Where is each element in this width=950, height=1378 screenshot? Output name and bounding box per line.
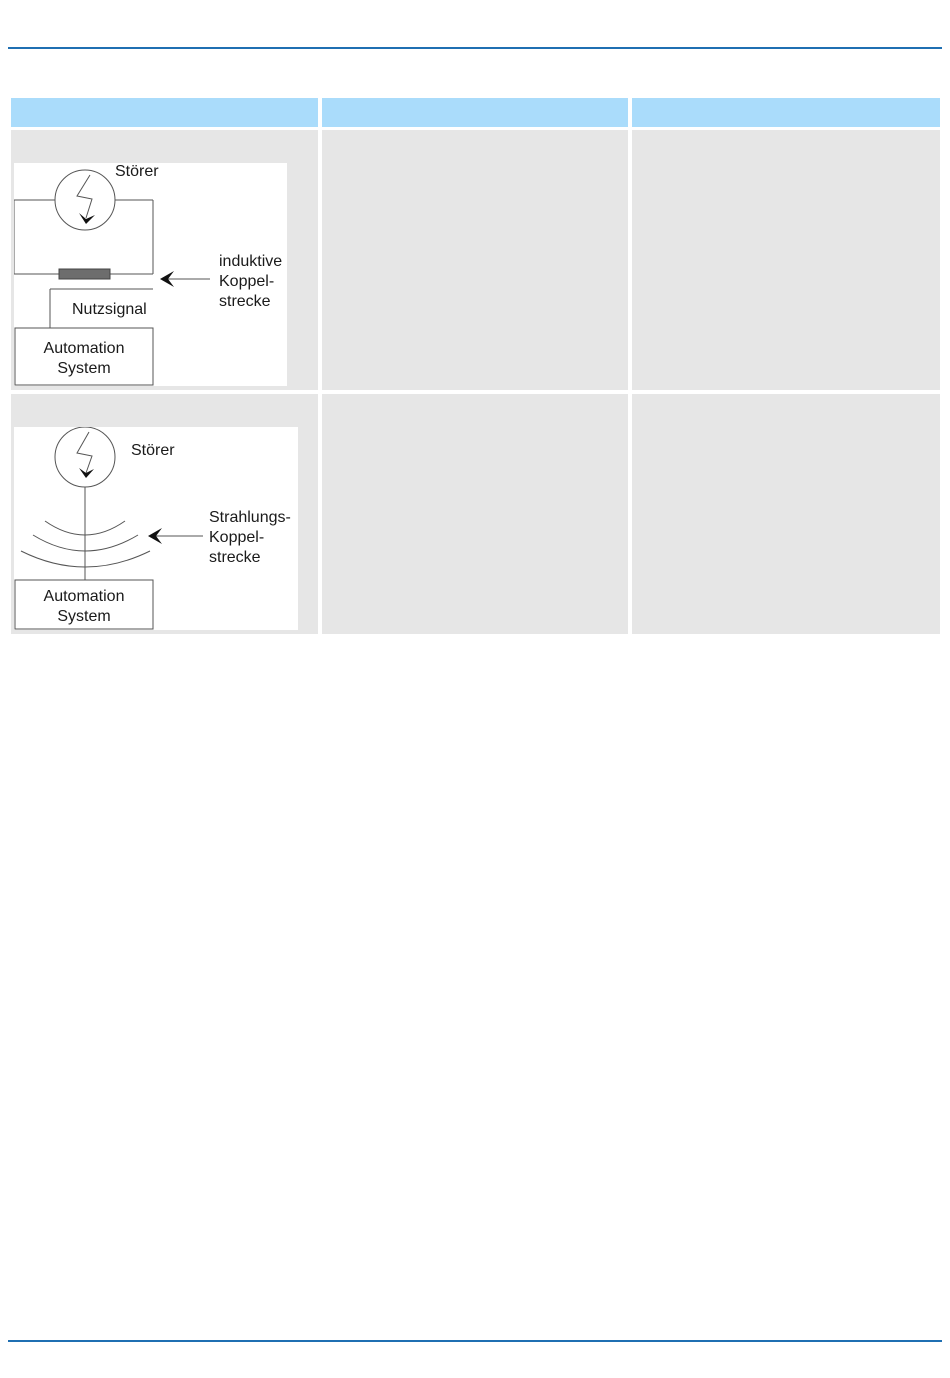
lightning-icon — [79, 468, 94, 478]
system-label-line-1: Automation — [43, 340, 125, 357]
table-row-1-cell-3 — [632, 130, 940, 390]
inductive-coupling-diagram — [14, 163, 287, 386]
coupling-label-line-3: strecke — [219, 293, 271, 310]
system-label-line-2: System — [57, 360, 111, 377]
signal-label: Nutzsignal — [72, 301, 147, 318]
table-header-cell-3 — [632, 98, 940, 127]
table-row-2-cell-3 — [632, 394, 940, 634]
source-label: Störer — [115, 163, 159, 180]
system-label-line-1: Automation — [43, 588, 125, 605]
table-row-2-cell-2 — [322, 394, 628, 634]
radiation-coupling-diagram — [14, 427, 298, 630]
source-label: Störer — [131, 442, 175, 459]
coupling-label-line-1: induktive — [219, 253, 283, 270]
interference-source-circle — [55, 427, 115, 487]
coupling-label-line-1: Strahlungs- — [209, 509, 291, 526]
bottom-rule — [8, 1340, 942, 1342]
top-rule — [8, 47, 942, 49]
coupling-label-line-2: Koppel- — [209, 529, 265, 546]
coupling-label-line-3: strecke — [209, 549, 261, 566]
table-row-1-cell-2 — [322, 130, 628, 390]
table-header-cell-1 — [11, 98, 318, 127]
coupling-conductor — [59, 269, 110, 279]
coupling-label-line-2: Koppel- — [219, 273, 275, 290]
system-label-line-2: System — [57, 608, 111, 625]
table-header-cell-2 — [322, 98, 628, 127]
